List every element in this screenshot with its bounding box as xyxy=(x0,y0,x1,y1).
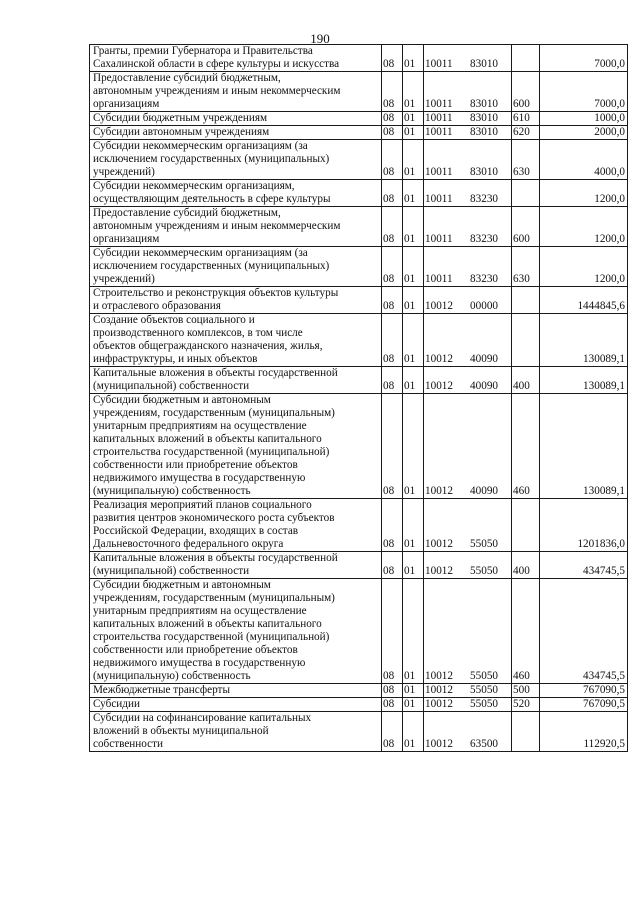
row-name: Субсидии некоммерческим организациям (за исключением государственных (муниципальных) учреждений) xyxy=(90,140,382,180)
row-expense-type: 600 xyxy=(512,72,540,112)
target-article-program: 10012 xyxy=(425,738,453,750)
target-article-program: 10011 xyxy=(425,126,453,138)
row-name: Субсидии xyxy=(90,698,382,712)
target-article-code xyxy=(425,98,510,111)
row-amount: 767090,5 xyxy=(540,684,628,698)
table-row xyxy=(90,45,628,72)
row-subsection-code: 01 xyxy=(403,314,424,367)
table-row xyxy=(90,112,628,126)
row-subsection-code: 01 xyxy=(403,712,424,752)
row-subsection-code: 01 xyxy=(403,499,424,552)
target-article-code xyxy=(425,353,510,366)
row-subsection-code: 01 xyxy=(403,126,424,140)
row-section-code: 08 xyxy=(382,180,403,207)
target-article-code xyxy=(425,380,510,393)
target-article-code xyxy=(425,273,510,286)
row-target-article xyxy=(424,698,512,712)
row-amount: 767090,5 xyxy=(540,698,628,712)
table-row xyxy=(90,684,628,698)
row-subsection-code: 01 xyxy=(403,394,424,499)
row-section-code: 08 xyxy=(382,112,403,126)
row-section-code: 08 xyxy=(382,579,403,684)
target-article-program: 10012 xyxy=(425,380,453,392)
row-name: Предоставление субсидий бюджетным, автономным учреждениям и иным некоммерческим организациям xyxy=(90,207,382,247)
target-article-program: 10012 xyxy=(425,670,453,682)
target-article-direction: 55050 xyxy=(470,565,498,577)
row-subsection-code: 01 xyxy=(403,45,424,72)
row-target-article xyxy=(424,140,512,180)
target-article-direction: 40090 xyxy=(470,485,498,497)
row-target-article xyxy=(424,126,512,140)
row-expense-type xyxy=(512,180,540,207)
row-section-code: 08 xyxy=(382,287,403,314)
row-expense-type: 620 xyxy=(512,126,540,140)
row-section-code: 08 xyxy=(382,72,403,112)
target-article-program: 10012 xyxy=(425,300,453,312)
target-article-code xyxy=(425,698,510,711)
target-article-direction: 55050 xyxy=(470,670,498,682)
table-row xyxy=(90,72,628,112)
row-name: Реализация мероприятий планов социального развития центров экономического роста субъектов Российской Федерации, входящих в состав Дальневосточного федерального округа xyxy=(90,499,382,552)
row-name: Предоставление субсидий бюджетным, автономным учреждениям и иным некоммерческим организациям xyxy=(90,72,382,112)
target-article-code xyxy=(425,670,510,683)
row-amount: 130089,1 xyxy=(540,314,628,367)
target-article-code xyxy=(425,684,510,697)
row-target-article xyxy=(424,394,512,499)
row-target-article xyxy=(424,247,512,287)
row-section-code: 08 xyxy=(382,247,403,287)
row-expense-type xyxy=(512,314,540,367)
row-subsection-code: 01 xyxy=(403,247,424,287)
target-article-program: 10011 xyxy=(425,233,453,245)
row-amount: 2000,0 xyxy=(540,126,628,140)
target-article-direction: 83010 xyxy=(470,112,498,124)
row-subsection-code: 01 xyxy=(403,140,424,180)
row-name: Гранты, премии Губернатора и Правительства Сахалинской области в сфере культуры и искусства xyxy=(90,45,382,72)
row-target-article xyxy=(424,684,512,698)
row-subsection-code: 01 xyxy=(403,579,424,684)
row-expense-type: 600 xyxy=(512,207,540,247)
row-name: Субсидии бюджетным и автономным учреждениям, государственным (муниципальным) унитарным предприятиям на осуществление капитальных вложений в объекты капитального строительства государственной (муниципальной) собственности или приобретение объектов недвижимого имущества в государственную (муниципальную) собственность xyxy=(90,579,382,684)
target-article-direction: 83230 xyxy=(470,193,498,205)
row-name: Межбюджетные трансферты xyxy=(90,684,382,698)
row-expense-type: 500 xyxy=(512,684,540,698)
table-row xyxy=(90,698,628,712)
target-article-program: 10012 xyxy=(425,353,453,365)
budget-table-body xyxy=(90,45,628,752)
row-subsection-code: 01 xyxy=(403,367,424,394)
row-target-article xyxy=(424,207,512,247)
target-article-direction: 40090 xyxy=(470,380,498,392)
row-subsection-code: 01 xyxy=(403,112,424,126)
target-article-program: 10011 xyxy=(425,112,453,124)
table-row xyxy=(90,180,628,207)
row-section-code: 08 xyxy=(382,698,403,712)
row-target-article xyxy=(424,72,512,112)
row-expense-type: 400 xyxy=(512,552,540,579)
row-name: Создание объектов социального и производственного комплексов, в том числе объектов общегражданского назначения, жилья, инфраструктуры, и иных объектов xyxy=(90,314,382,367)
row-target-article xyxy=(424,45,512,72)
row-amount: 434745,5 xyxy=(540,579,628,684)
target-article-program: 10012 xyxy=(425,684,453,696)
row-section-code: 08 xyxy=(382,126,403,140)
target-article-direction: 55050 xyxy=(470,698,498,710)
row-expense-type: 610 xyxy=(512,112,540,126)
row-section-code: 08 xyxy=(382,394,403,499)
target-article-direction: 00000 xyxy=(470,300,498,312)
row-target-article xyxy=(424,112,512,126)
row-amount: 1200,0 xyxy=(540,180,628,207)
row-section-code: 08 xyxy=(382,552,403,579)
target-article-code xyxy=(425,300,510,313)
row-subsection-code: 01 xyxy=(403,207,424,247)
target-article-direction: 55050 xyxy=(470,538,498,550)
row-expense-type xyxy=(512,499,540,552)
target-article-direction: 83010 xyxy=(470,98,498,110)
row-amount: 1444845,6 xyxy=(540,287,628,314)
row-section-code: 08 xyxy=(382,367,403,394)
table-row xyxy=(90,287,628,314)
row-amount: 130089,1 xyxy=(540,367,628,394)
target-article-code xyxy=(425,126,510,139)
row-amount: 1200,0 xyxy=(540,247,628,287)
row-name: Капитальные вложения в объекты государственной (муниципальной) собственности xyxy=(90,552,382,579)
target-article-direction: 83230 xyxy=(470,233,498,245)
row-expense-type: 630 xyxy=(512,247,540,287)
table-row xyxy=(90,314,628,367)
row-target-article xyxy=(424,579,512,684)
row-target-article xyxy=(424,180,512,207)
row-section-code: 08 xyxy=(382,499,403,552)
target-article-direction: 40090 xyxy=(470,353,498,365)
row-subsection-code: 01 xyxy=(403,287,424,314)
row-amount: 434745,5 xyxy=(540,552,628,579)
page-number: 190 xyxy=(310,31,330,46)
row-expense-type xyxy=(512,287,540,314)
target-article-code xyxy=(425,738,510,751)
table-row xyxy=(90,552,628,579)
table-row xyxy=(90,126,628,140)
target-article-program: 10011 xyxy=(425,58,453,70)
row-amount: 1201836,0 xyxy=(540,499,628,552)
row-amount: 1000,0 xyxy=(540,112,628,126)
table-row xyxy=(90,499,628,552)
row-target-article xyxy=(424,499,512,552)
target-article-code xyxy=(425,112,510,125)
row-expense-type xyxy=(512,712,540,752)
row-name: Субсидии некоммерческим организациям (за исключением государственных (муниципальных) учреждений) xyxy=(90,247,382,287)
target-article-code xyxy=(425,565,510,578)
row-name: Субсидии на софинансирование капитальных вложений в объекты муниципальной собственности xyxy=(90,712,382,752)
target-article-direction: 83010 xyxy=(470,166,498,178)
row-subsection-code: 01 xyxy=(403,180,424,207)
target-article-code xyxy=(425,166,510,179)
target-article-program: 10011 xyxy=(425,273,453,285)
target-article-program: 10011 xyxy=(425,193,453,205)
row-target-article xyxy=(424,287,512,314)
row-amount: 1200,0 xyxy=(540,207,628,247)
row-expense-type: 400 xyxy=(512,367,540,394)
row-amount: 7000,0 xyxy=(540,72,628,112)
target-article-direction: 83230 xyxy=(470,273,498,285)
target-article-program: 10012 xyxy=(425,538,453,550)
target-article-direction: 83010 xyxy=(470,58,498,70)
row-subsection-code: 01 xyxy=(403,684,424,698)
target-article-program: 10011 xyxy=(425,98,453,110)
row-target-article xyxy=(424,712,512,752)
row-section-code: 08 xyxy=(382,314,403,367)
table-row xyxy=(90,712,628,752)
row-amount: 4000,0 xyxy=(540,140,628,180)
row-expense-type xyxy=(512,45,540,72)
target-article-code xyxy=(425,538,510,551)
target-article-code xyxy=(425,58,510,71)
row-expense-type: 460 xyxy=(512,394,540,499)
table-row xyxy=(90,247,628,287)
target-article-code xyxy=(425,193,510,206)
row-section-code: 08 xyxy=(382,207,403,247)
table-row xyxy=(90,207,628,247)
target-article-program: 10011 xyxy=(425,166,453,178)
table-row xyxy=(90,367,628,394)
target-article-code xyxy=(425,485,510,498)
row-name: Субсидии бюджетным и автономным учреждениям, государственным (муниципальным) унитарным предприятиям на осуществление капитальных вложений в объекты капитального строительства государственной (муниципальной) собственности или приобретение объектов недвижимого имущества в государственную (муниципальную) собственность xyxy=(90,394,382,499)
table-row xyxy=(90,140,628,180)
target-article-program: 10012 xyxy=(425,485,453,497)
row-target-article xyxy=(424,314,512,367)
row-expense-type: 460 xyxy=(512,579,540,684)
row-target-article xyxy=(424,552,512,579)
target-article-code xyxy=(425,233,510,246)
row-subsection-code: 01 xyxy=(403,698,424,712)
row-section-code: 08 xyxy=(382,45,403,72)
table-row xyxy=(90,579,628,684)
row-amount: 7000,0 xyxy=(540,45,628,72)
target-article-direction: 63500 xyxy=(470,738,498,750)
row-name: Строительство и реконструкция объектов культуры и отраслевого образования xyxy=(90,287,382,314)
row-name: Субсидии автономным учреждениям xyxy=(90,126,382,140)
budget-table xyxy=(89,44,628,752)
table-row xyxy=(90,394,628,499)
row-name: Субсидии некоммерческим организациям, осуществляющим деятельность в сфере культуры xyxy=(90,180,382,207)
target-article-program: 10012 xyxy=(425,698,453,710)
row-name: Субсидии бюджетным учреждениям xyxy=(90,112,382,126)
row-section-code: 08 xyxy=(382,684,403,698)
row-subsection-code: 01 xyxy=(403,552,424,579)
row-subsection-code: 01 xyxy=(403,72,424,112)
target-article-direction: 55050 xyxy=(470,684,498,696)
row-section-code: 08 xyxy=(382,140,403,180)
row-target-article xyxy=(424,367,512,394)
row-expense-type: 520 xyxy=(512,698,540,712)
row-amount: 112920,5 xyxy=(540,712,628,752)
target-article-program: 10012 xyxy=(425,565,453,577)
row-amount: 130089,1 xyxy=(540,394,628,499)
row-section-code: 08 xyxy=(382,712,403,752)
target-article-direction: 83010 xyxy=(470,126,498,138)
row-name: Капитальные вложения в объекты государственной (муниципальной) собственности xyxy=(90,367,382,394)
row-expense-type: 630 xyxy=(512,140,540,180)
